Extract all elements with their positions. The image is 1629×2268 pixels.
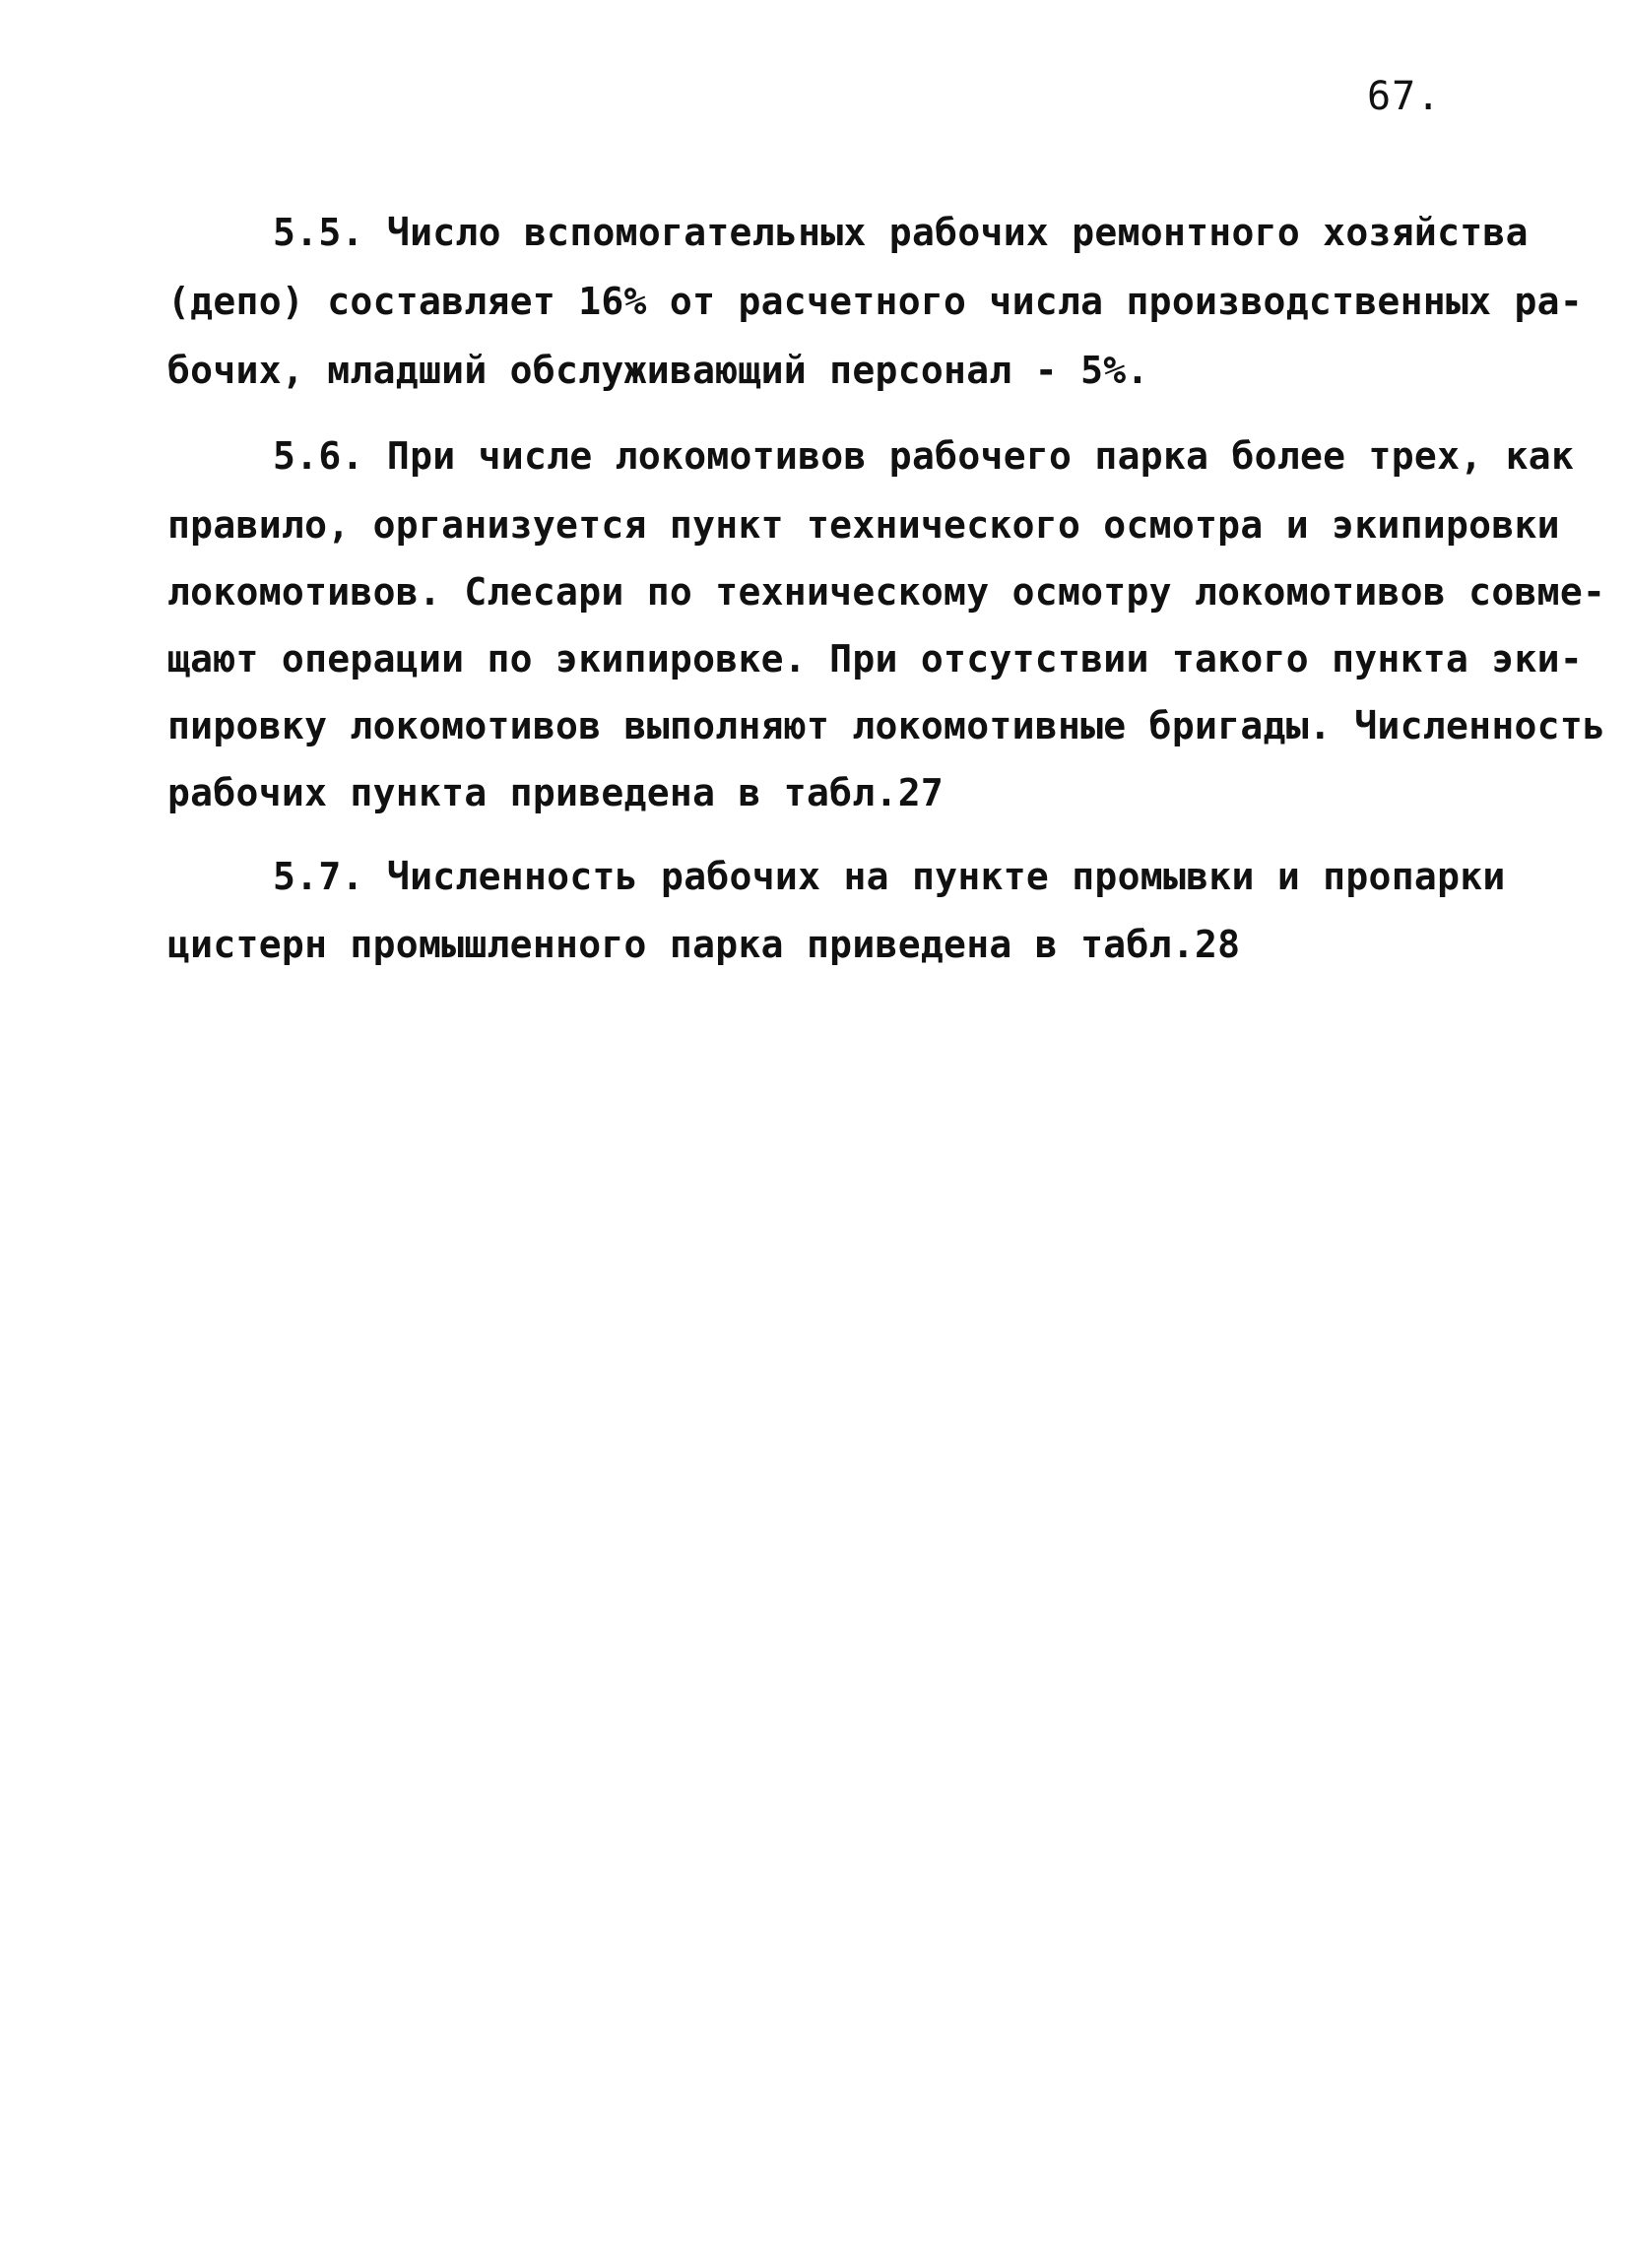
text-line: 5.5. Число вспомогательных рабочих ремонтного хозяйства (273, 211, 1529, 254)
text-line: рабочих пункта приведена в табл.27 (167, 771, 945, 814)
text-line: 5.6. При числе локомотивов рабочего парка более трех, как (273, 434, 1575, 478)
text-line: локомотивов. Слесари по техническому осмотру локомотивов совме- (167, 570, 1606, 614)
text-line: цистерн промышленного парка приведена в табл.28 (167, 923, 1241, 966)
text-line: бочих, младший обслуживающий персонал - 5%. (167, 349, 1149, 392)
page-number: 67. (1367, 74, 1442, 119)
text-line: 5.7. Численность рабочих на пункте промывки и пропарки (273, 855, 1506, 898)
text-line: правило, организуется пункт технического осмотра и экипировки (167, 503, 1560, 547)
text-line: пировку локомотивов выполняют локомотивные бригады. Численность (167, 704, 1606, 747)
text-line: (депо) составляет 16% от расчетного числа производственных ра- (167, 280, 1584, 323)
text-line: щают операции по экипировке. При отсутствии такого пункта эки- (167, 637, 1584, 680)
